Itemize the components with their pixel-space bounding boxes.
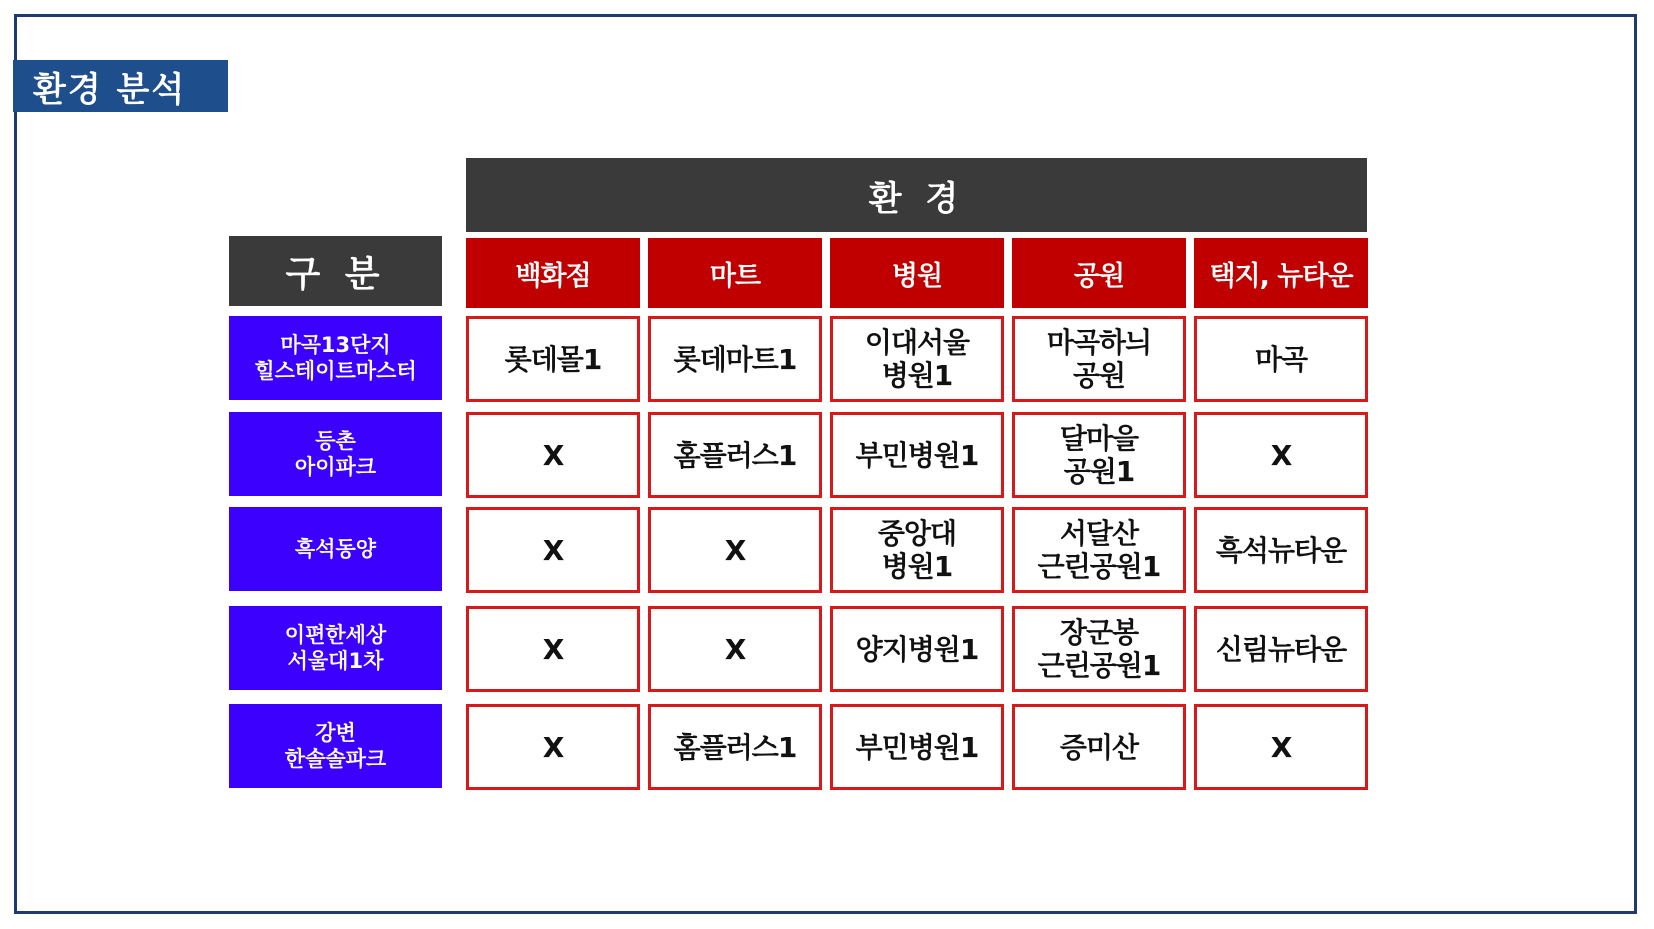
- table-cell: [466, 606, 640, 692]
- cell-line2: 병원1: [881, 359, 953, 392]
- cell-line1: X: [724, 632, 746, 666]
- cell-line2: 공원: [1072, 359, 1126, 392]
- category-header: 구 분: [229, 236, 442, 306]
- table-cell: [1194, 316, 1368, 402]
- cell-line1: 마곡: [1254, 342, 1308, 376]
- table-cell: [830, 704, 1004, 790]
- row-label: [229, 507, 442, 591]
- table-cell: [1012, 316, 1186, 402]
- cell-line1: X: [542, 533, 564, 567]
- cell-line1: X: [542, 730, 564, 764]
- cell-line1: 흑석뉴타운: [1215, 533, 1347, 567]
- row-label-line1: 등촌: [315, 429, 356, 453]
- table-cell: [1012, 606, 1186, 692]
- cell-line1: 롯데마트1: [673, 342, 797, 376]
- cell-line1: X: [1270, 438, 1292, 472]
- row-label-line2: 서울대1차: [287, 649, 384, 673]
- table-cell: [1194, 606, 1368, 692]
- cell-line1: 서달산: [1059, 517, 1139, 550]
- cell-line1: 달마을: [1059, 422, 1139, 455]
- row-label-line2: 한솔솔파크: [284, 747, 387, 771]
- cell-line1: 롯데몰1: [504, 342, 602, 376]
- column-header-hospital: 병원: [830, 238, 1004, 308]
- cell-line1: 마곡하늬: [1046, 326, 1152, 359]
- cell-line1: 홈플러스1: [673, 438, 797, 472]
- cell-line1: X: [724, 533, 746, 567]
- table-cell: [648, 606, 822, 692]
- cell-line1: 부민병원1: [855, 730, 979, 764]
- cell-line1: X: [542, 632, 564, 666]
- row-label: [229, 704, 442, 788]
- row-label-line1: 흑석동양: [294, 537, 377, 561]
- row-label: [229, 606, 442, 690]
- table-cell: [466, 412, 640, 498]
- cell-line1: 증미산: [1059, 730, 1139, 764]
- table-cell: [466, 507, 640, 593]
- row-label-line2: 아이파크: [294, 455, 377, 479]
- cell-line2: 근린공원1: [1037, 649, 1161, 682]
- cell-line1: 중앙대: [877, 517, 957, 550]
- row-label: [229, 412, 442, 496]
- cell-line1: X: [542, 438, 564, 472]
- table-cell: [1194, 704, 1368, 790]
- table-cell: [830, 606, 1004, 692]
- column-header-mart: 마트: [648, 238, 822, 308]
- cell-line2: 공원1: [1063, 455, 1135, 488]
- cell-line1: 신림뉴타운: [1215, 632, 1347, 666]
- row-label-line1: 이편한세상: [284, 623, 387, 647]
- cell-line2: 병원1: [881, 550, 953, 583]
- table-cell: [648, 507, 822, 593]
- table-cell: [830, 507, 1004, 593]
- row-label-line1: 마곡13단지: [280, 333, 391, 357]
- row-label: [229, 316, 442, 400]
- table-cell: [466, 316, 640, 402]
- cell-line1: 홈플러스1: [673, 730, 797, 764]
- cell-line1: 부민병원1: [855, 438, 979, 472]
- row-label-line1: 강변: [315, 721, 356, 745]
- cell-line1: X: [1270, 730, 1292, 764]
- column-header-newtown: 택지, 뉴타운: [1194, 238, 1368, 308]
- cell-line1: 양지병원1: [855, 632, 979, 666]
- row-label-line2: 힐스테이트마스터: [254, 359, 417, 383]
- table-cell: [1194, 412, 1368, 498]
- table-cell: [648, 412, 822, 498]
- table-cell: [648, 704, 822, 790]
- table-cell: [1012, 704, 1186, 790]
- cell-line1: 장군봉: [1059, 616, 1139, 649]
- table-cell: [1012, 507, 1186, 593]
- table-cell: [1194, 507, 1368, 593]
- cell-line2: 근린공원1: [1037, 550, 1161, 583]
- environment-header: 환 경: [466, 158, 1367, 232]
- table-cell: [648, 316, 822, 402]
- column-header-department-store: 백화점: [466, 238, 640, 308]
- slide-title: 환경 분석: [13, 60, 228, 112]
- table-cell: [830, 316, 1004, 402]
- table-cell: [1012, 412, 1186, 498]
- cell-line1: 이대서울: [864, 326, 970, 359]
- column-header-park: 공원: [1012, 238, 1186, 308]
- table-cell: [466, 704, 640, 790]
- table-cell: [830, 412, 1004, 498]
